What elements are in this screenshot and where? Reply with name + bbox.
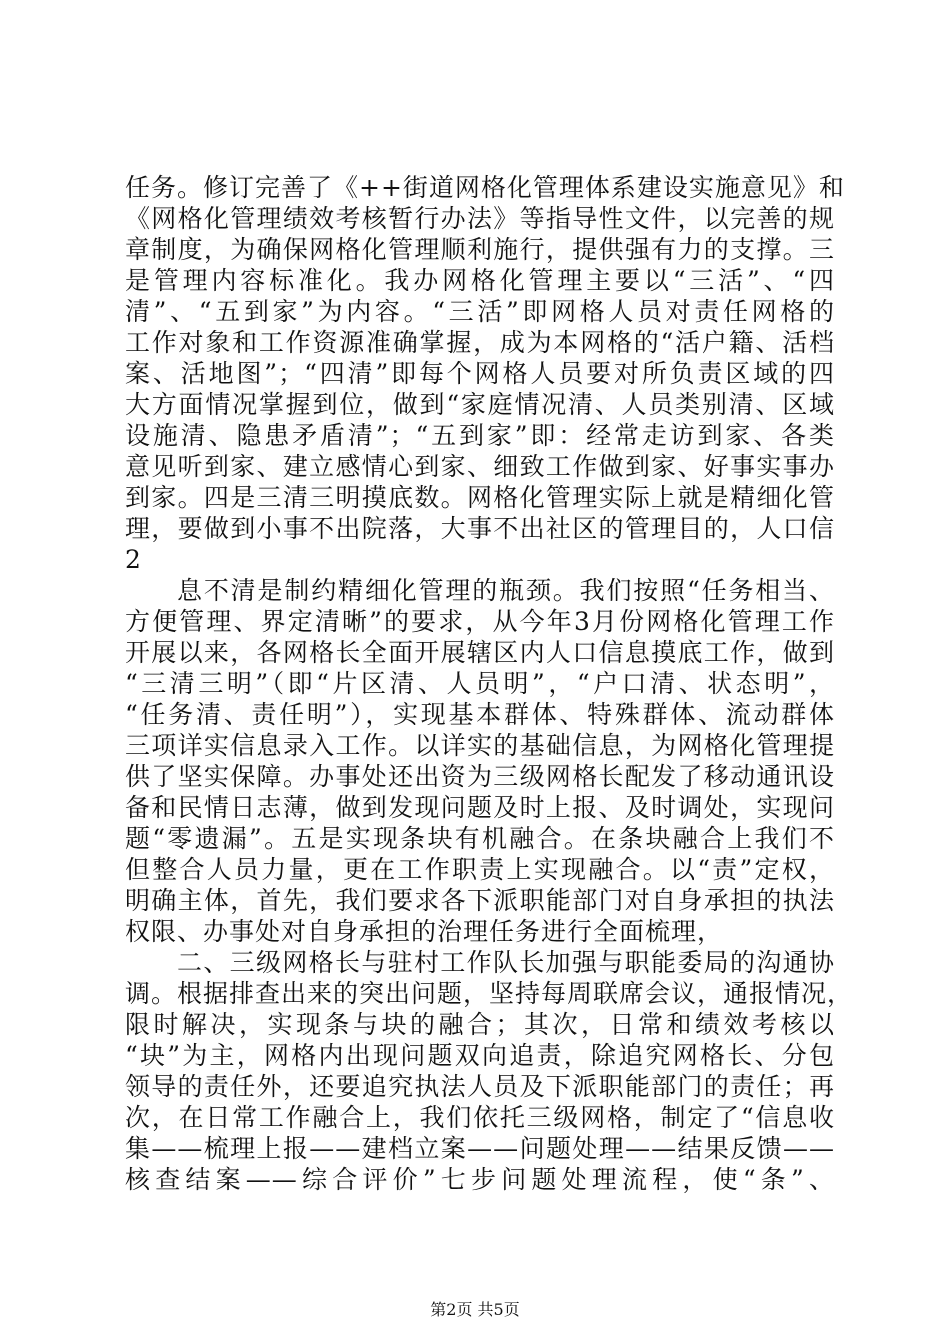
text-line: 限时解决，实现条与块的融合；其次，日常和绩效考核以 (125, 1010, 835, 1039)
text-line: 任务。修订完善了《++街道网格化管理体系建设实施意见》和 (125, 173, 845, 202)
text-line: 供了坚实保障。办事处还出资为三级网格长配发了移动通讯设 (125, 762, 835, 791)
text-line: 清”、“五到家”为内容。“三活”即网格人员对责任网格的 (125, 297, 835, 326)
page-marker: 2 (125, 545, 142, 574)
document-body (125, 172, 854, 1195)
text-line: 备和民情日志薄，做到发现问题及时上报、及时调处，实现问 (125, 793, 835, 822)
text-line: 集——梳理上报——建档立案——问题处理——结果反馈—— (125, 1134, 835, 1163)
text-line: 但整合人员力量，更在工作职责上实现融合。以“责”定权， (125, 855, 835, 884)
text-line: 《网格化管理绩效考核暂行办法》等指导性文件，以完善的规 (125, 204, 835, 233)
text-line: 理，要做到小事不出院落，大事不出社区的管理目的，人口信 (125, 514, 835, 543)
text-line: 调。根据排查出来的突出问题，坚持每周联席会议，通报情况， (125, 979, 854, 1008)
text-line: 三项详实信息录入工作。以详实的基础信息，为网格化管理提 (125, 731, 835, 760)
text-line: 意见听到家、建立感情心到家、细致工作做到家、好事实事办 (125, 452, 835, 481)
text-line: “三清三明”（即“片区清、人员明”，“户口清、状态明”， (125, 669, 835, 698)
text-line: 核查结案——综合评价”七步问题处理流程，使“条”、 (125, 1165, 835, 1194)
page-number-label: 第2页 共5页 (430, 1300, 520, 1319)
text-line: “任务清、责任明”），实现基本群体、特殊群体、流动群体 (125, 700, 835, 729)
text-line: 方便管理、界定清晰”的要求，从今年3月份网格化管理工作 (125, 607, 835, 636)
text-line: 到家。四是三清三明摸底数。网格化管理实际上就是精细化管 (125, 483, 835, 512)
text-line: 息不清是制约精细化管理的瓶颈。我们按照“任务相当、 (177, 576, 835, 605)
page-footer (0, 1300, 950, 1320)
text-line: 次，在日常工作融合上，我们依托三级网格，制定了“信息收 (125, 1103, 835, 1132)
text-line: 领导的责任外，还要追究执法人员及下派职能部门的责任；再 (125, 1072, 835, 1101)
text-line: 设施清、隐患矛盾清”；“五到家”即：经常走访到家、各类 (125, 421, 835, 450)
text-line: 权限、办事处对自身承担的治理任务进行全面梳理， (125, 917, 724, 946)
text-line: 案、活地图”；“四清”即每个网格人员要对所负责区域的四 (125, 359, 835, 388)
text-line: 明确主体，首先，我们要求各下派职能部门对自身承担的执法 (125, 886, 835, 915)
text-line: “块”为主，网格内出现问题双向追责，除追究网格长、分包 (125, 1041, 835, 1070)
text-line: 是管理内容标准化。我办网格化管理主要以“三活”、“四 (125, 266, 835, 295)
text-line: 二、三级网格长与驻村工作队长加强与职能委局的沟通协 (177, 948, 835, 977)
text-line: 题“零遗漏”。五是实现条块有机融合。在条块融合上我们不 (125, 824, 835, 853)
text-line: 开展以来，各网格长全面开展辖区内人口信息摸底工作，做到 (125, 638, 835, 667)
text-line: 章制度，为确保网格化管理顺利施行，提供强有力的支撑。三 (125, 235, 835, 264)
text-line: 工作对象和工作资源准确掌握，成为本网格的“活户籍、活档 (125, 328, 835, 357)
text-line: 大方面情况掌握到位，做到“家庭情况清、人员类别清、区域 (125, 390, 835, 419)
